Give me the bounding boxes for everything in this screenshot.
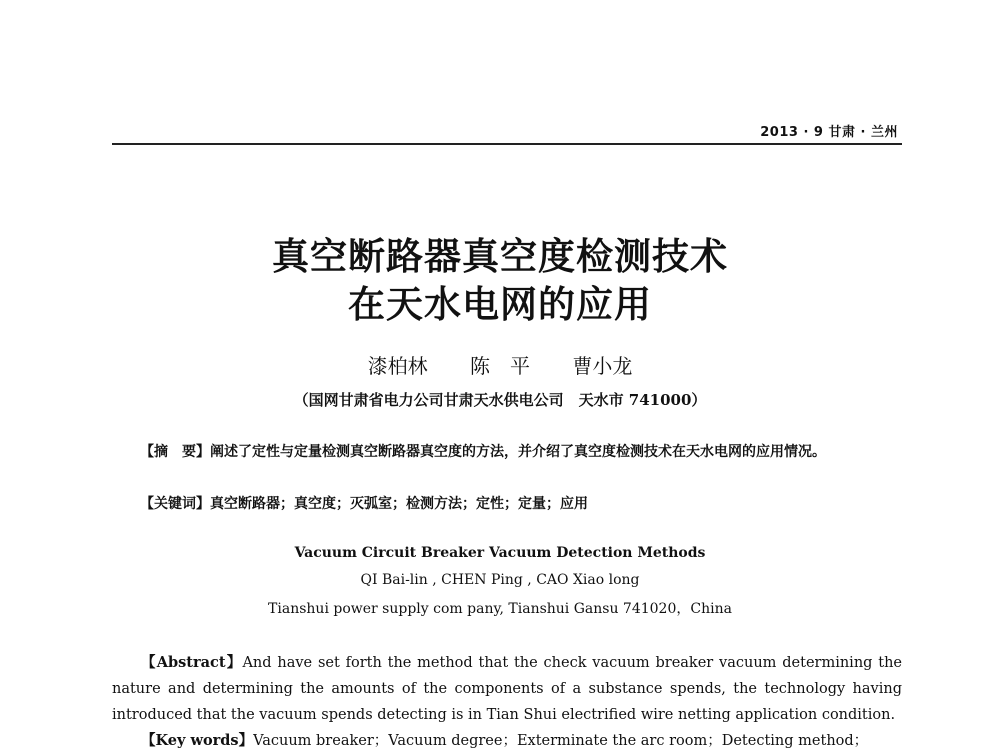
cn-abstract-label: 【摘 要】 xyxy=(140,444,210,460)
journal-issue-header xyxy=(760,121,898,140)
author-1: 漆柏林 xyxy=(367,354,428,378)
english-affiliation: Tianshui power supply com pany, Tianshui Gansu 741020，China xyxy=(268,601,732,617)
header-divider xyxy=(112,143,902,145)
en-keywords-label: 【Key words】 xyxy=(141,732,254,749)
cn-keywords-text: 真空断路器；真空度；灭弧室；检测方法；定性；定量；应用 xyxy=(210,496,588,512)
paper-title xyxy=(0,232,1000,328)
chinese-keywords xyxy=(112,492,902,516)
author-3: 曹小龙 xyxy=(572,354,633,378)
en-keywords-text: Vacuum breaker；Vacuum degree；Exterminate the arc room；Detecting method； xyxy=(253,733,869,749)
en-abstract-text: And have set forth the method that the check vacuum breaker vacuum determining the nature and determining the amounts of the components of a substance spends, the technology having introduced that the vacuum spends detecting is in Tian Shui electrified wire netting application condition. xyxy=(112,655,903,723)
author-affiliation: （国网甘肃省电力公司甘肃天水供电公司 天水市 741000） xyxy=(293,391,707,409)
cn-keywords-label: 【关键词】 xyxy=(140,496,210,512)
english-authors: QI Bai-lin , CHEN Ping , CAO Xiao long xyxy=(360,572,640,588)
chinese-abstract xyxy=(112,440,902,464)
author-list xyxy=(0,350,1000,379)
cn-abstract-text: 阐述了定性与定量检测真空断路器真空度的方法，并介绍了真空度检测技术在天水电网的应用情况。 xyxy=(210,444,826,460)
issue-place: 甘肃 · 兰州 xyxy=(828,125,898,140)
issue-date: 2013 · 9 xyxy=(760,125,824,140)
english-abstract xyxy=(112,650,902,728)
en-abstract-label: 【Abstract】 xyxy=(141,654,243,671)
english-keywords xyxy=(112,728,902,754)
title-line-1: 真空断路器真空度检测技术 xyxy=(272,234,728,278)
english-title: Vacuum Circuit Breaker Vacuum Detection Methods xyxy=(294,545,706,561)
title-line-2: 在天水电网的应用 xyxy=(348,282,652,326)
author-2: 陈 平 xyxy=(470,354,530,378)
